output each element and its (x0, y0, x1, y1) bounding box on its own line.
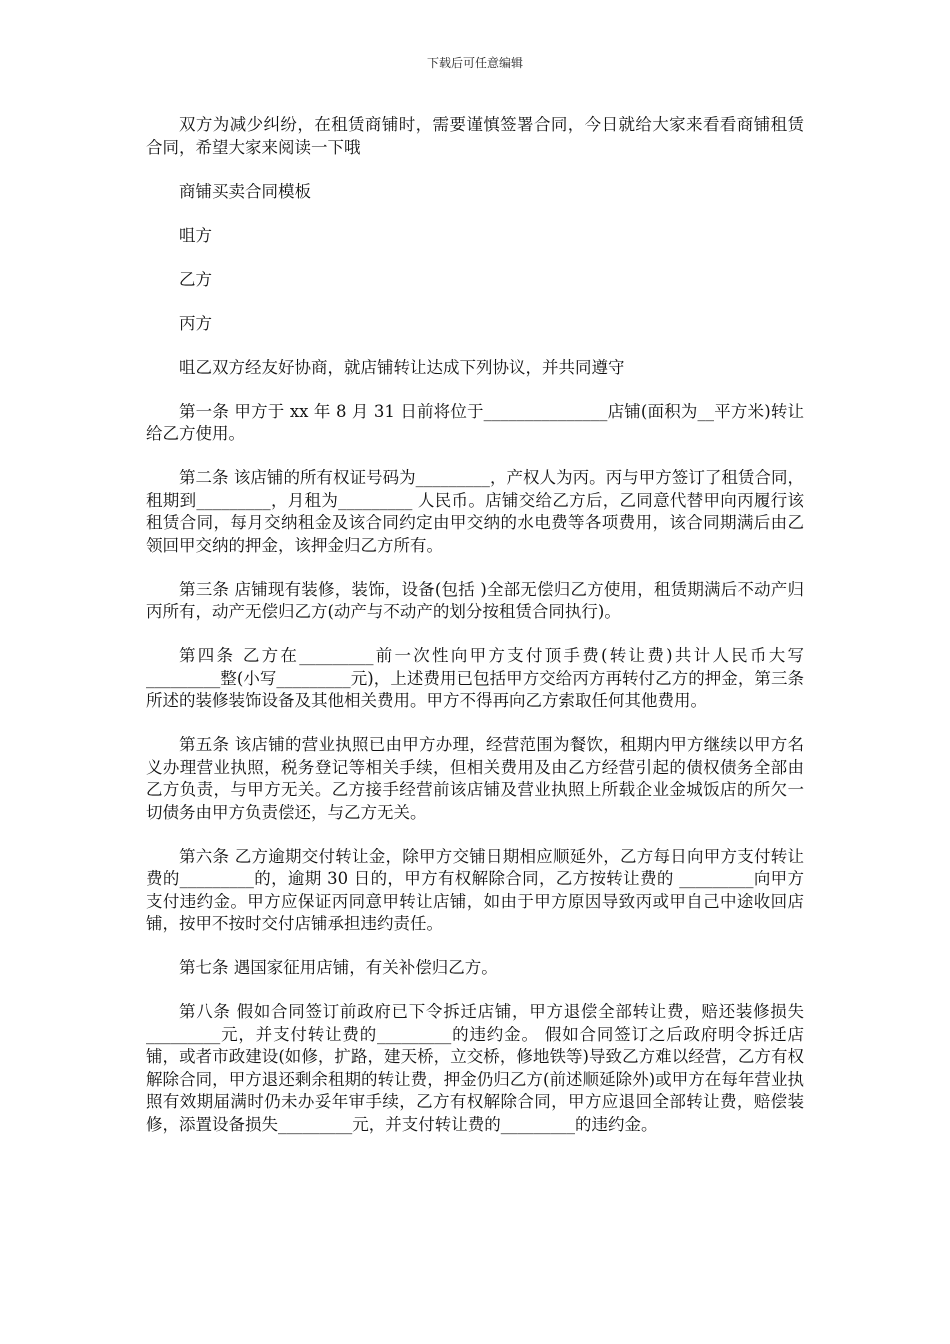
document-body (146, 114, 804, 1158)
party-b: 乙方 (179, 269, 212, 289)
page-header: 下载后可任意编辑 (426, 56, 523, 70)
clause-7: 第七条 遇国家征用店铺，有关补偿归乙方。 (179, 958, 498, 977)
clause-4: 第四条 乙方在_________前一次性向甲方支付顶手费(转让费)共计人民币大写_________整(小写_________元)，上述费用已包括甲方交给丙方再转付乙方的押金，第三条所述的装修装饰设备及其他相关费用。甲方不得再向乙方索取任何其他费用。 (146, 646, 804, 710)
party-c: 丙方 (179, 313, 212, 333)
agreement-preamble: 咀乙双方经友好协商，就店铺转让达成下列协议，并共同遵守 (179, 357, 625, 377)
clause-6: 第六条 乙方逾期交付转让金，除甲方交铺日期相应顺延外，乙方每日向甲方支付转让费的_________的，逾期 30 日的，甲方有权解除合同，乙方按转让费的 _________向甲方支付违约金。甲方应保证丙同意甲转让店铺，如由于甲方原因导致丙或甲自己中途收回店铺，按甲不按时交付店铺承担违约责任。 (146, 846, 804, 933)
intro-paragraph: 双方为减少纠纷，在租赁商铺时，需要谨慎签署合同，今日就给大家来看看商铺租赁合同，希望大家来阅读一下哦 (146, 115, 804, 157)
clause-5: 第五条 该店铺的营业执照已由甲方办理，经营范围为餐饮，租期内甲方继续以甲方名义办理营业执照，税务登记等相关手续，但相关费用及由乙方经营引起的债权债务全部由乙方负责，与甲方无关。乙方接手经营前该店铺及营业执照上所载企业金城饭店的所欠一切债务由甲方负责偿还，与乙方无关。 (146, 735, 804, 822)
clause-2: 第二条 该店铺的所有权证号码为_________，产权人为丙。丙与甲方签订了租赁合同，租期到_________，月租为_________ 人民币。店铺交给乙方后，乙同意代替甲向丙履行该租赁合同，每月交纳租金及该合同约定由甲交纳的水电费等各项费用，该合同期满后由乙领回甲交纳的押金，该押金归乙方所有。 (146, 468, 804, 555)
clause-3: 第三条 店铺现有装修，装饰，设备(包括 )全部无偿归乙方使用，租赁期满后不动产归丙所有，动产无偿归乙方(动产与不动产的划分按租赁合同执行)。 (146, 579, 804, 621)
document-title: 商铺买卖合同模板 (179, 181, 311, 201)
party-a: 咀方 (179, 225, 212, 245)
clause-1: 第一条 甲方于 xx 年 8 月 31 日前将位于_______________店铺(面积为__平方米)转让给乙方使用。 (146, 401, 804, 443)
clause-8: 第八条 假如合同签订前政府已下令拆迁店铺，甲方退偿全部转让费，赔还装修损失_________元，并支付转让费的_________的违约金。 假如合同签订之后政府明令拆迁店铺，或者市政建设(如修，扩路，建天桥，立交桥，修地铁等)导致乙方难以经营，乙方有权解除合同，甲方退还剩余租期的转让费，押金仍归乙方(前述顺延除外)或甲方在每年营业执照有效期届满时仍未办妥年审手续，乙方有权解除合同，甲方应退回全部转让费，赔偿装修，添置设备损失_________元，并支付转让费的_________的违约金。 (146, 1002, 804, 1134)
